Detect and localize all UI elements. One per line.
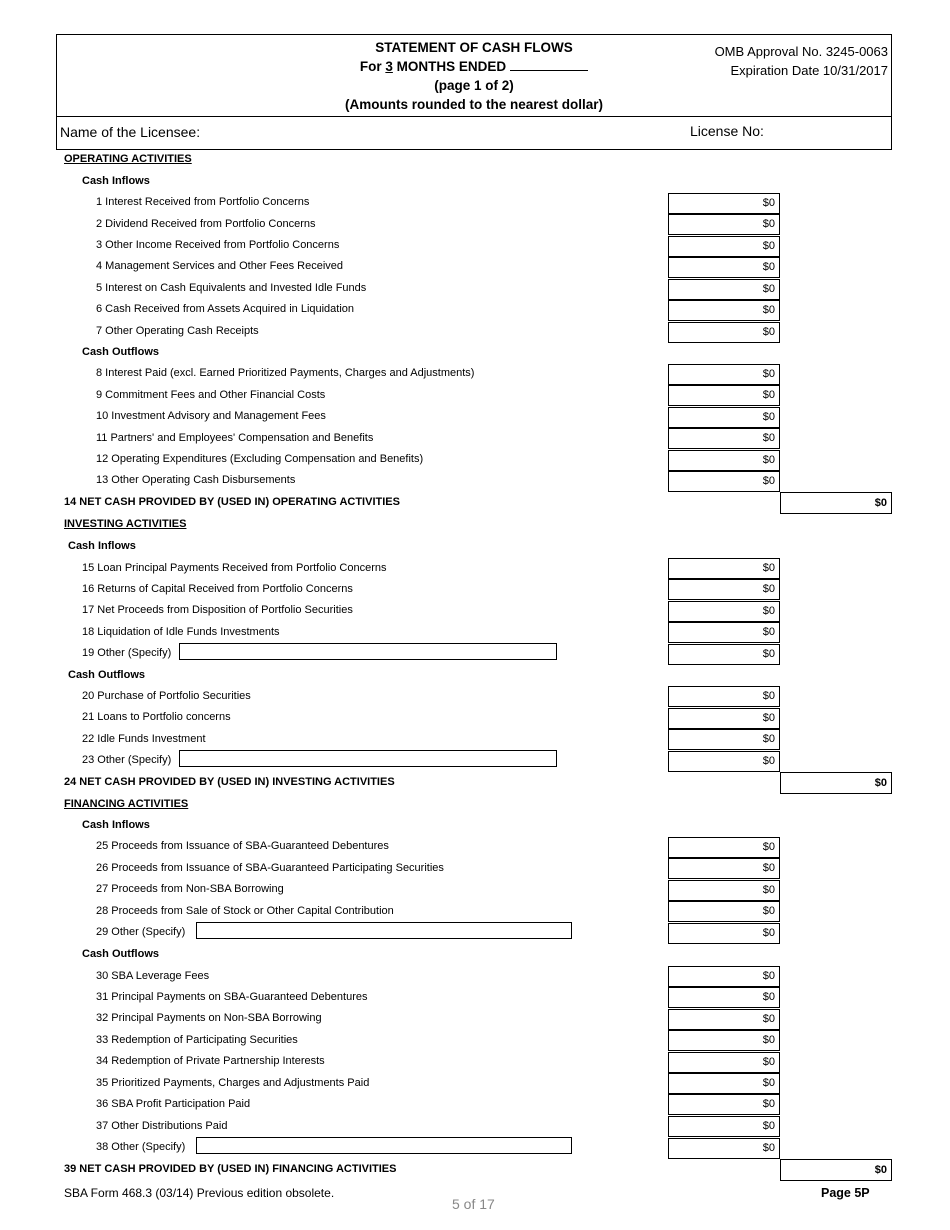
line-6-value[interactable]: $0	[668, 300, 780, 321]
page-note: (page 1 of 2)	[434, 78, 514, 93]
line-14-total[interactable]: $0	[780, 492, 892, 514]
line-19-specify-field[interactable]	[179, 643, 557, 660]
expiration-date: Expiration Date 10/31/2017	[730, 63, 888, 78]
line-20-label: 20 Purchase of Portfolio Securities	[82, 690, 251, 702]
line-29-label: 29 Other (Specify)	[96, 926, 186, 938]
line-38-label: 38 Other (Specify)	[96, 1141, 186, 1153]
line-22-label: 22 Idle Funds Investment	[82, 733, 206, 745]
line-3-value[interactable]: $0	[668, 236, 780, 257]
line-18-value[interactable]: $0	[668, 622, 780, 643]
line-6-label: 6 Cash Received from Assets Acquired in Liquidation	[96, 303, 355, 315]
line-17-value[interactable]: $0	[668, 601, 780, 622]
line-15-value[interactable]: $0	[668, 558, 780, 579]
line-29-specify-field[interactable]	[196, 922, 572, 939]
line-1-label: 1 Interest Received from Portfolio Concerns	[96, 196, 310, 208]
line-24-label: 24 NET CASH PROVIDED BY (USED IN) INVESTING ACTIVITIES	[64, 776, 395, 788]
license-no-label: License No:	[690, 123, 764, 139]
line-39-label: 39 NET CASH PROVIDED BY (USED IN) FINANCING ACTIVITIES	[64, 1163, 397, 1175]
operating-inflows-label: Cash Inflows	[82, 175, 150, 187]
line-20-value[interactable]: $0	[668, 686, 780, 707]
licensee-name-label: Name of the Licensee:	[60, 124, 201, 140]
line-2-value[interactable]: $0	[668, 214, 780, 235]
line-38-specify-field[interactable]	[196, 1137, 572, 1154]
line-35-value[interactable]: $0	[668, 1073, 780, 1094]
period-months: 3	[385, 59, 393, 74]
line-12-label: 12 Operating Expenditures (Excluding Compensation and Benefits)	[96, 453, 424, 465]
line-34-value[interactable]: $0	[668, 1052, 780, 1073]
line-2-label: 2 Dividend Received from Portfolio Concerns	[96, 218, 316, 230]
amount-note: (Amounts rounded to the nearest dollar)	[344, 97, 603, 112]
line-31-label: 31 Principal Payments on SBA-Guaranteed Debentures	[96, 991, 368, 1003]
line-27-label: 27 Proceeds from Non-SBA Borrowing	[96, 883, 284, 895]
line-23-value[interactable]: $0	[668, 751, 780, 772]
line-25-value[interactable]: $0	[668, 837, 780, 858]
line-31-value[interactable]: $0	[668, 987, 780, 1008]
line-19-label: 19 Other (Specify)	[82, 647, 172, 659]
line-35-label: 35 Prioritized Payments, Charges and Adjustments Paid	[96, 1077, 370, 1089]
line-34-label: 34 Redemption of Private Partnership Interests	[96, 1055, 325, 1067]
line-36-value[interactable]: $0	[668, 1094, 780, 1115]
line-18-label: 18 Liquidation of Idle Funds Investments	[82, 626, 280, 638]
page-id: Page 5P	[821, 1186, 870, 1200]
line-16-label: 16 Returns of Capital Received from Portfolio Concerns	[82, 583, 353, 595]
line-8-label: 8 Interest Paid (excl. Earned Prioritized Payments, Charges and Adjustments)	[96, 367, 475, 379]
line-21-label: 21 Loans to Portfolio concerns	[82, 711, 231, 723]
line-4-label: 4 Management Services and Other Fees Received	[96, 260, 344, 272]
line-8-value[interactable]: $0	[668, 364, 780, 385]
investing-outflows-label: Cash Outflows	[68, 669, 146, 681]
line-30-value[interactable]: $0	[668, 966, 780, 987]
line-26-value[interactable]: $0	[668, 858, 780, 879]
financing-outflows-label: Cash Outflows	[82, 948, 160, 960]
line-7-label: 7 Other Operating Cash Receipts	[96, 325, 259, 337]
line-32-value[interactable]: $0	[668, 1009, 780, 1030]
line-17-label: 17 Net Proceeds from Disposition of Portfolio Securities	[82, 604, 353, 616]
line-5-value[interactable]: $0	[668, 279, 780, 300]
line-25-label: 25 Proceeds from Issuance of SBA-Guaranteed Debentures	[96, 840, 389, 852]
form-header	[56, 34, 892, 116]
line-23-specify-field[interactable]	[179, 750, 557, 767]
line-23-label: 23 Other (Specify)	[82, 754, 172, 766]
line-38-value[interactable]: $0	[668, 1138, 780, 1159]
line-28-label: 28 Proceeds from Sale of Stock or Other Capital Contribution	[96, 905, 394, 917]
financing-inflows-label: Cash Inflows	[82, 819, 150, 831]
line-37-value[interactable]: $0	[668, 1116, 780, 1137]
line-32-label: 32 Principal Payments on Non-SBA Borrowing	[96, 1012, 322, 1024]
line-33-value[interactable]: $0	[668, 1030, 780, 1051]
line-29-value[interactable]: $0	[668, 923, 780, 944]
line-5-label: 5 Interest on Cash Equivalents and Invested Idle Funds	[96, 282, 367, 294]
line-21-value[interactable]: $0	[668, 708, 780, 729]
financing-heading: FINANCING ACTIVITIES	[64, 798, 189, 810]
page-count: 5 of 17	[452, 1196, 495, 1212]
line-12-value[interactable]: $0	[668, 450, 780, 471]
line-16-value[interactable]: $0	[668, 579, 780, 600]
line-13-value[interactable]: $0	[668, 471, 780, 492]
line-7-value[interactable]: $0	[668, 322, 780, 343]
line-10-value[interactable]: $0	[668, 407, 780, 428]
line-15-label: 15 Loan Principal Payments Received from Portfolio Concerns	[82, 562, 387, 574]
line-4-value[interactable]: $0	[668, 257, 780, 278]
line-37-label: 37 Other Distributions Paid	[96, 1120, 228, 1132]
line-1-value[interactable]: $0	[668, 193, 780, 214]
line-24-total[interactable]: $0	[780, 772, 892, 794]
line-39-total[interactable]: $0	[780, 1159, 892, 1181]
line-13-label: 13 Other Operating Cash Disbursements	[96, 474, 296, 486]
line-36-label: 36 SBA Profit Participation Paid	[96, 1098, 251, 1110]
line-22-value[interactable]: $0	[668, 729, 780, 750]
line-27-value[interactable]: $0	[668, 880, 780, 901]
line-28-value[interactable]: $0	[668, 901, 780, 922]
line-9-label: 9 Commitment Fees and Other Financial Costs	[96, 389, 326, 401]
line-30-label: 30 SBA Leverage Fees	[96, 970, 210, 982]
line-26-label: 26 Proceeds from Issuance of SBA-Guaranteed Participating Securities	[96, 862, 444, 874]
period-prefix: For	[359, 59, 386, 74]
line-11-label: 11 Partners' and Employees' Compensation and Benefits	[96, 432, 374, 444]
line-19-value[interactable]: $0	[668, 644, 780, 665]
period-suffix: MONTHS ENDED	[392, 59, 507, 74]
line-3-label: 3 Other Income Received from Portfolio Concerns	[96, 239, 340, 251]
investing-inflows-label: Cash Inflows	[68, 540, 136, 552]
operating-outflows-label: Cash Outflows	[82, 346, 160, 358]
line-10-label: 10 Investment Advisory and Management Fees	[96, 410, 326, 422]
form-footer-text: SBA Form 468.3 (03/14) Previous edition obsolete.	[64, 1186, 335, 1200]
line-9-value[interactable]: $0	[668, 385, 780, 406]
form-title: STATEMENT OF CASH FLOWS	[375, 40, 573, 55]
omb-approval: OMB Approval No. 3245-0063	[714, 44, 888, 59]
investing-heading: INVESTING ACTIVITIES	[64, 518, 187, 530]
line-33-label: 33 Redemption of Participating Securities	[96, 1034, 298, 1046]
operating-heading: OPERATING ACTIVITIES	[64, 153, 192, 165]
line-11-value[interactable]: $0	[668, 428, 780, 449]
licensee-bar	[56, 116, 892, 150]
line-14-label: 14 NET CASH PROVIDED BY (USED IN) OPERATING ACTIVITIES	[64, 496, 400, 508]
period-end-date-field[interactable]	[510, 59, 588, 71]
omb-block	[715, 42, 888, 80]
